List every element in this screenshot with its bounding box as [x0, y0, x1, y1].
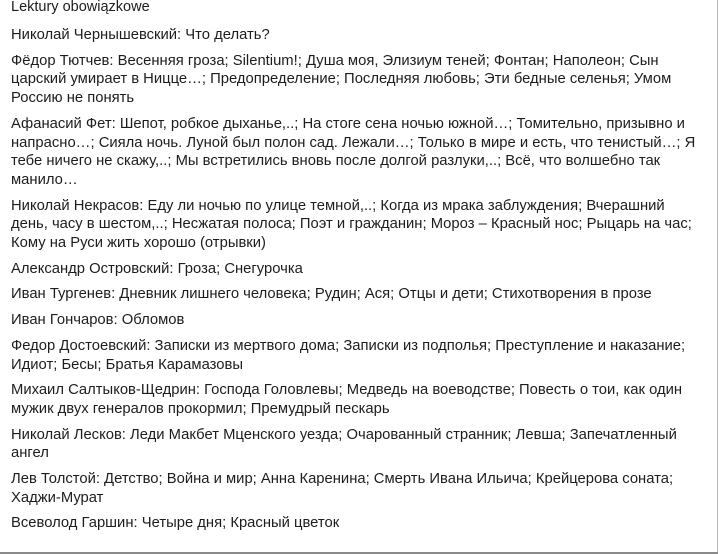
list-item-chernyshevsky: Николай Чернышевский: Что делать?	[11, 27, 270, 43]
list-item-nekrasov: Николай Некрасов: Еду ли ночью по улице темной,..; Когда из мрака заблуждения; Вчерашний день, часу в шестом,..; Несжатая полоса; Поэт и гражданин; Мороз – Красный нос; Рыцарь на час; Кому на Руси жить хорошо (отрывки)	[11, 197, 692, 252]
list-item-fet: Афанасий Фет: Шепот, робкое дыханье,..; На стоге сена ночью южной…; Томительно, призывно и напрасно…; Сияла ночь. Луной был полон сад. Лежали…; Только в мире и есть, что тенистый…; Я тебе ничего не скажу,..; Мы встретились вновь после долгой разлуки,..; Всё, что волшебно так манило…	[11, 115, 696, 188]
list-item-leskov: Николай Лесков: Леди Макбет Мценского уезда; Очарованный странник; Левша; Запечатленный ангел	[11, 426, 677, 462]
list-item-goncharov: Иван Гончаров: Обломов	[11, 312, 185, 329]
document-title: Lektury obowiązkowe	[11, 0, 150, 15]
list-item-tyutchev: Фёдор Тютчев: Весенняя гроза; Silentium!; Душа моя, Элизиум теней; Фонтан; Наполеон; Сын царский умирает в Ницце…; Предопределение; Последняя любовь; Эти бедные селенья; Умом Россию не понять	[11, 52, 672, 107]
list-item-garshin: Всеволод Гаршин: Четыре дня; Красный цветок	[11, 515, 340, 532]
list-item-tolstoy: Лев Толстой: Детство; Война и мир; Анна Каренина; Смерть Ивана Ильича; Крейцерова соната; Хаджи-Мурат	[11, 471, 674, 506]
list-item-dostoevsky: Федор Достоевский: Записки из мертвого дома; Записки из подполья; Преступление и наказание; Идиот; Бесы; Братья Карамазовы	[11, 337, 686, 373]
reading-list	[11, 26, 701, 540]
list-item-saltykov-shchedrin: Михаил Салтыков-Щедрин: Господа Головлевы; Медведь на воеводстве; Повесть о тои, как один мужик двух генералов прокормил; Премудрый пескарь	[11, 382, 683, 417]
list-item-ostrovsky: Александр Островский: Гроза; Снегурочка	[11, 260, 303, 277]
list-item-turgenev: Иван Тургенев: Дневник лишнего человека; Рудин; Ася; Отцы и дети; Стихотворения в прозе	[11, 286, 652, 303]
document-header	[0, 0, 718, 17]
